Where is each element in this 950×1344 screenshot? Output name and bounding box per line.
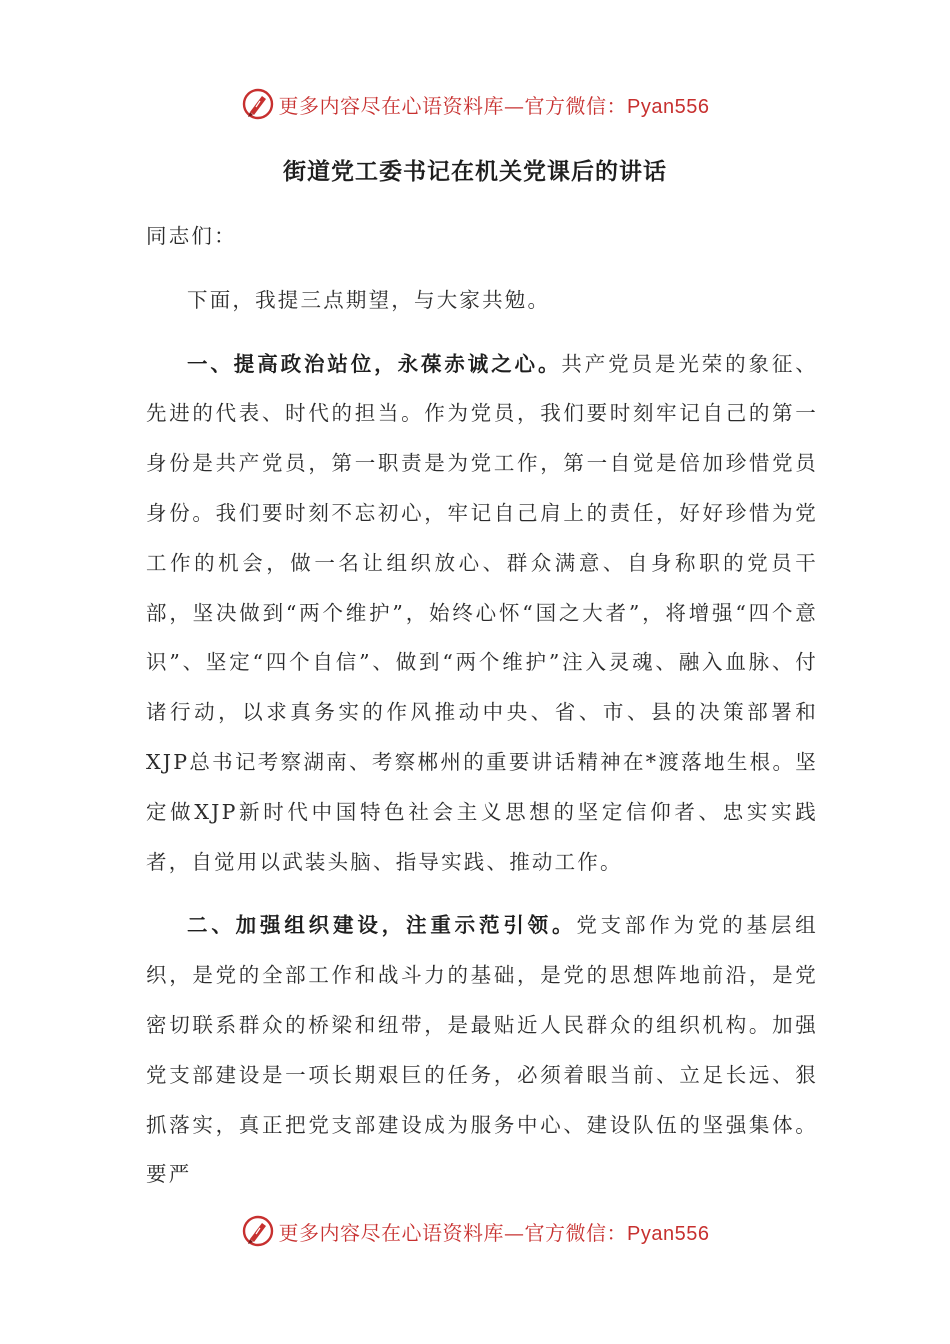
paragraph-text: 党支部作为党的基层组织，是党的全部工作和战斗力的基础，是党的思想阵地前沿，是党密切联系群众的桥梁和纽带，是最贴近人民群众的组织机构。加强党支部建设是一项长期艰巨的任务，必须着眼当前、立足长远、狠抓落实，真正把党支部建设成为服务中心、建设队伍的坚强集体。要严	[146, 913, 818, 1187]
pen-logo-icon	[241, 87, 275, 121]
footer-watermark-banner	[0, 1211, 950, 1251]
page-title: 街道党工委书记在机关党课后的讲话	[283, 158, 667, 185]
header-watermark-banner	[0, 84, 950, 124]
pen-logo-icon	[241, 1214, 275, 1248]
salutation: 同志们：	[146, 224, 237, 248]
paragraph-point-one	[146, 340, 818, 888]
paragraph-lead: 二、加强组织建设，注重示范引领。	[187, 913, 577, 938]
paragraph-intro	[146, 276, 818, 326]
watermark-text: 更多内容尽在心语资料库—官方微信：Pyan556	[278, 1220, 710, 1245]
paragraph-point-two	[146, 901, 818, 1200]
paragraph-text: 共产党员是光荣的象征、先进的代表、时代的担当。作为党员，我们要时刻牢记自己的第一身份是共产党员，第一职责是为党工作，第一自觉是倍加珍惜党员身份。我们要时刻不忘初心，牢记自己肩上的责任，好好珍惜为党工作的机会，做一名让组织放心、群众满意、自身称职的党员干部，坚决做到“两个维护”，始终心怀“国之大者”，将增强“四个意识”、坚定“四个自信”、做到“两个维护”注入灵魂、融入血脉、付诸行动，以求真务实的作风推动中央、省、市、县的决策部署和XJP总书记考察湖南、考察郴州的重要讲话精神在*渡落地生根。坚定做XJP新时代中国特色社会主义思想的坚定信仰者、忠实实践者，自觉用以武装头脑、指导实践、推动工作。	[146, 351, 819, 874]
speech-body	[146, 212, 818, 1214]
paragraph-text: 下面，我提三点期望，与大家共勉。	[187, 287, 551, 312]
watermark-text: 更多内容尽在心语资料库—官方微信：Pyan556	[278, 93, 710, 118]
paragraph-lead: 一、提高政治站位，永葆赤诚之心。	[187, 351, 562, 376]
